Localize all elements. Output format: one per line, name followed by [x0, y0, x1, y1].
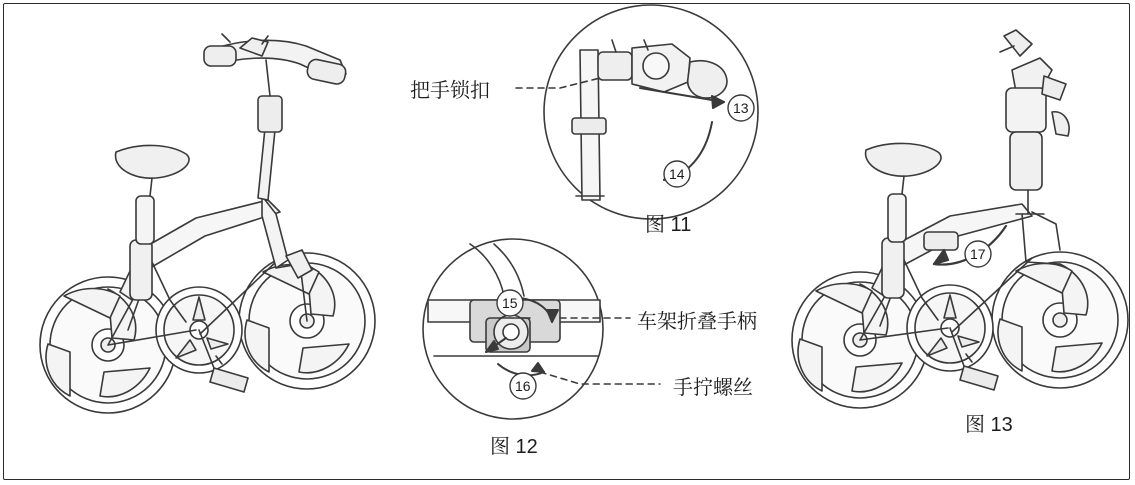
callout-frame-folding-handle: 车架折叠手柄 — [637, 311, 757, 333]
fig12-caption: 图 12 — [490, 436, 538, 458]
step-number-14: 14 — [669, 166, 685, 182]
step-number-13: 13 — [733, 100, 749, 116]
fig11-caption: 图 11 — [645, 214, 692, 236]
right-bike-folded-fork — [1000, 30, 1069, 264]
step-number-15: 15 — [502, 295, 518, 311]
right-bike-front-wheel — [992, 252, 1128, 388]
step-number-17: 17 — [970, 246, 986, 262]
step-number-16: 16 — [515, 378, 531, 394]
fig13-caption: 图 13 — [965, 414, 1013, 436]
callout-hand-screw: 手拧螺丝 — [673, 377, 753, 399]
callout-handlebar-lock: 把手锁扣 — [410, 80, 490, 102]
